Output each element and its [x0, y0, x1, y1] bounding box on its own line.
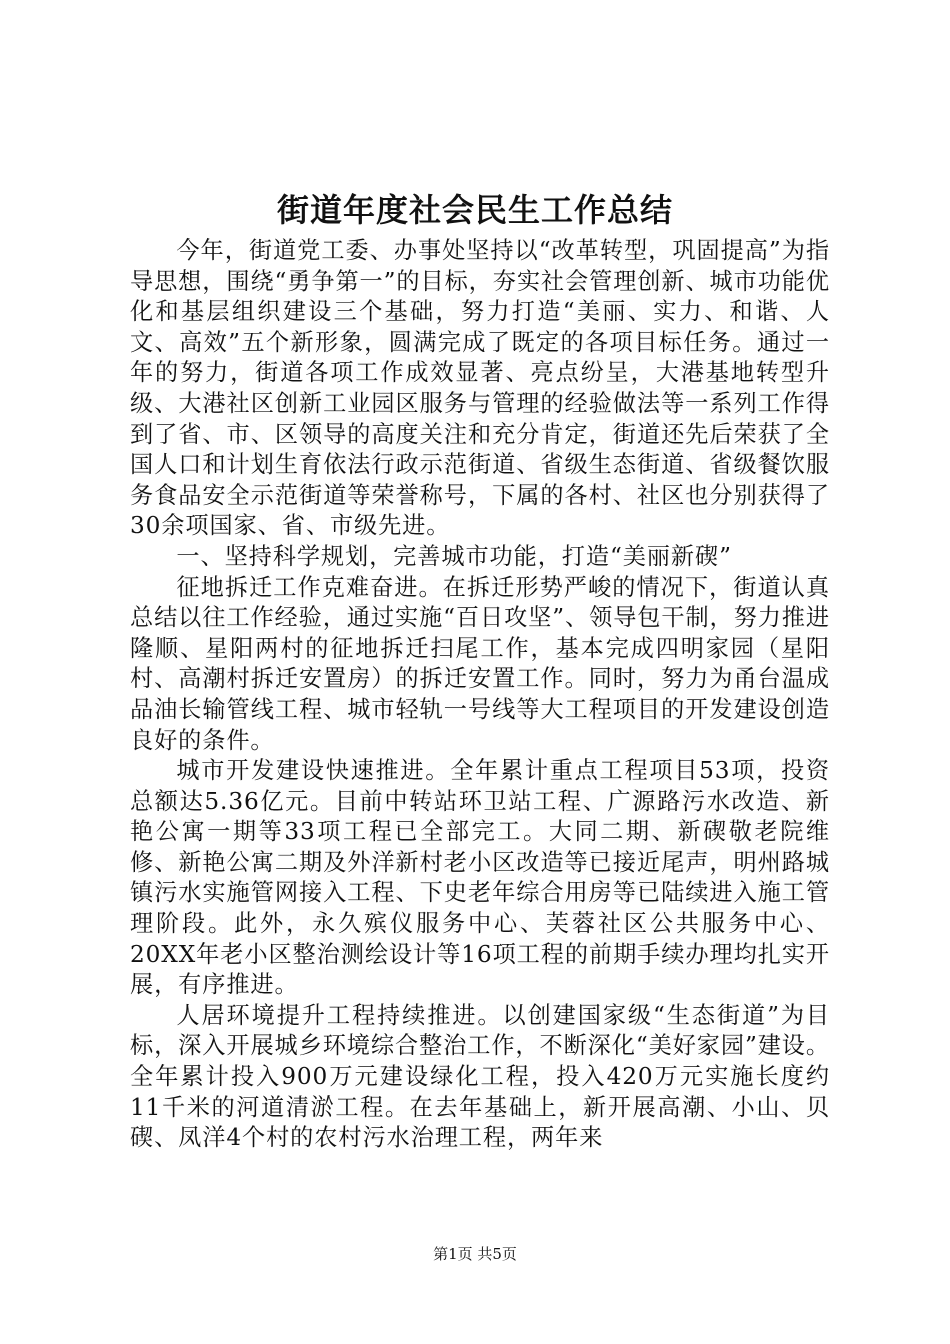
page-footer: 第1页 共5页	[433, 1245, 517, 1263]
paragraph-demolition: 征地拆迁工作克难奋进。在拆迁形势严峻的情况下，街道认真总结以往工作经验，通过实施“百日攻坚”、领导包干制，努力推进隆顺、星阳两村的征地拆迁扫尾工作，基本完成四明家园（星阳村、高潮村拆迁安置房）的拆迁安置工作。同时，努力为甬台温成品油长输管线工程、城市轻轨一号线等大工程项目的开发建设创造良好的条件。	[130, 573, 830, 754]
document-body	[130, 236, 830, 1154]
paragraph-living-environment: 人居环境提升工程持续推进。以创建国家级“生态街道”为目标，深入开展城乡环境综合整治工作，不断深化“美好家园”建设。全年累计投入900万元建设绿化工程，投入420万元实施长度约11千米的河道清淤工程。在去年基础上，新开展高潮、小山、贝碶、凤洋4个村的农村污水治理工程，两年来	[130, 1001, 830, 1152]
paragraph-intro: 今年，街道党工委、办事处坚持以“改革转型，巩固提高”为指导思想，围绕“勇争第一”的目标，夯实社会管理创新、城市功能优化和基层组织建设三个基础，努力打造“美丽、实力、和谐、人文、高效”五个新形象，圆满完成了既定的各项目标任务。通过一年的努力，街道各项工作成效显著、亮点纷呈，大港基地转型升级、大港社区创新工业园区服务与管理的经验做法等一系列工作得到了省、市、区领导的高度关注和充分肯定，街道还先后荣获了全国人口和计划生育依法行政示范街道、省级生态街道、省级餐饮服务食品安全示范街道等荣誉称号，下属的各村、社区也分别获得了30余项国家、省、市级先进。	[130, 237, 830, 540]
paragraph-urban-development: 城市开发建设快速推进。全年累计重点工程项目53项，投资总额达5.36亿元。目前中转站环卫站工程、广源路污水改造、新艳公寓一期等33项工程已全部完工。大同二期、新碶敬老院维修、新艳公寓二期及外洋新村老小区改造等已接近尾声，明州路城镇污水实施管网接入工程、下史老年综合用房等已陆续进入施工管理阶段。此外，永久殡仪服务中心、芙蓉社区公共服务中心、20XX年老小区整治测绘设计等16项工程的前期手续办理均扎实开展，有序推进。	[130, 757, 830, 999]
document-title: 街道年度社会民生工作总结	[276, 191, 673, 229]
section-heading: 一、坚持科学规划，完善城市功能，打造“美丽新碶”	[176, 542, 732, 570]
